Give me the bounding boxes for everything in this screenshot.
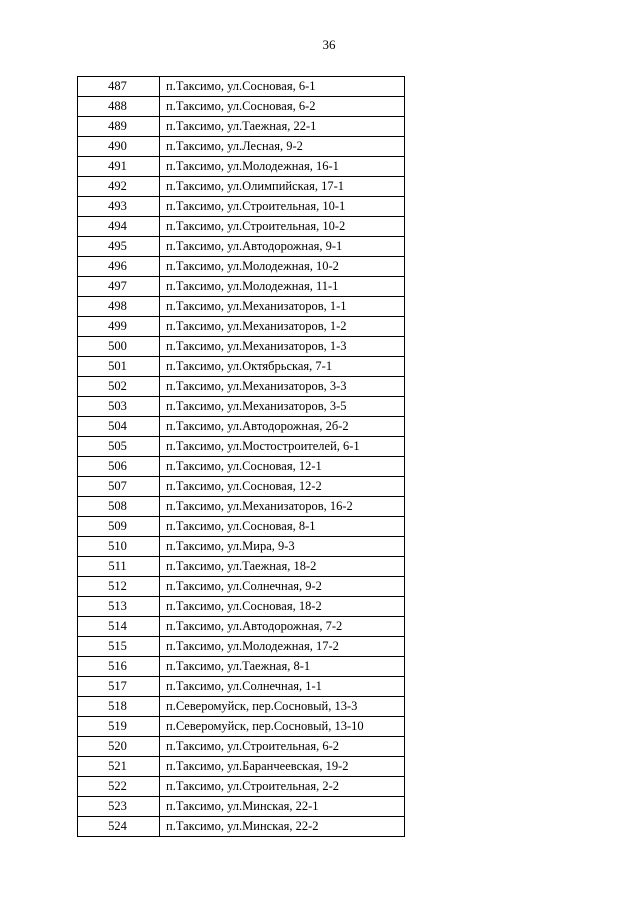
table-row [78,557,405,577]
table-row [78,417,405,437]
address-cell: п.Таксимо, ул.Механизаторов, 3-5 [160,397,405,417]
table-row [78,297,405,317]
address-cell: п.Таксимо, ул.Сосновая, 18-2 [160,597,405,617]
address-cell: п.Таксимо, ул.Автодорожная, 7-2 [160,617,405,637]
address-cell: п.Таксимо, ул.Механизаторов, 3-3 [160,377,405,397]
row-number-cell: 494 [78,217,160,237]
table-row [78,77,405,97]
table-row [78,737,405,757]
address-cell: п.Таксимо, ул.Сосновая, 6-2 [160,97,405,117]
address-cell: п.Таксимо, ул.Строительная, 2-2 [160,777,405,797]
row-number-cell: 495 [78,237,160,257]
page-number: 36 [322,37,336,52]
row-number-cell: 522 [78,777,160,797]
table-row [78,437,405,457]
row-number-cell: 511 [78,557,160,577]
row-number-cell: 506 [78,457,160,477]
table-row [78,637,405,657]
table-row [78,377,405,397]
row-number-cell: 514 [78,617,160,637]
table-row [78,537,405,557]
address-cell: п.Таксимо, ул.Механизаторов, 1-2 [160,317,405,337]
address-cell: п.Таксимо, ул.Автодорожная, 2б-2 [160,417,405,437]
table-row [78,677,405,697]
row-number-cell: 516 [78,657,160,677]
row-number-cell: 519 [78,717,160,737]
row-number-cell: 515 [78,637,160,657]
row-number-cell: 501 [78,357,160,377]
table-row [78,817,405,837]
row-number-cell: 499 [78,317,160,337]
table-row [78,717,405,737]
table-row [78,357,405,377]
table-row [78,397,405,417]
row-number-cell: 518 [78,697,160,717]
table-body [78,77,405,837]
table-row [78,217,405,237]
row-number-cell: 493 [78,197,160,217]
address-cell: п.Таксимо, ул.Лесная, 9-2 [160,137,405,157]
table-row [78,777,405,797]
address-cell: п.Таксимо, ул.Таежная, 8-1 [160,657,405,677]
row-number-cell: 508 [78,497,160,517]
address-cell: п.Таксимо, ул.Механизаторов, 1-3 [160,337,405,357]
table-row [78,757,405,777]
table-row [78,597,405,617]
row-number-cell: 517 [78,677,160,697]
table-row [78,697,405,717]
table-row [78,97,405,117]
table-row [78,117,405,137]
row-number-cell: 496 [78,257,160,277]
address-cell: п.Таксимо, ул.Минская, 22-1 [160,797,405,817]
address-cell: п.Таксимо, ул.Таежная, 18-2 [160,557,405,577]
address-cell: п.Таксимо, ул.Автодорожная, 9-1 [160,237,405,257]
address-cell: п.Таксимо, ул.Мира, 9-3 [160,537,405,557]
row-number-cell: 488 [78,97,160,117]
address-cell: п.Таксимо, ул.Строительная, 10-2 [160,217,405,237]
address-cell: п.Таксимо, ул.Сосновая, 12-1 [160,457,405,477]
table-row [78,797,405,817]
address-cell: п.Таксимо, ул.Молодежная, 16-1 [160,157,405,177]
row-number-cell: 521 [78,757,160,777]
row-number-cell: 509 [78,517,160,537]
row-number-cell: 504 [78,417,160,437]
row-number-cell: 505 [78,437,160,457]
row-number-cell: 489 [78,117,160,137]
address-cell: п.Таксимо, ул.Олимпийская, 17-1 [160,177,405,197]
address-cell: п.Северомуйск, пер.Сосновый, 13-10 [160,717,405,737]
row-number-cell: 512 [78,577,160,597]
address-cell: п.Таксимо, ул.Строительная, 10-1 [160,197,405,217]
address-cell: п.Таксимо, ул.Сосновая, 6-1 [160,77,405,97]
row-number-cell: 502 [78,377,160,397]
table-row [78,317,405,337]
address-cell: п.Таксимо, ул.Октябрьская, 7-1 [160,357,405,377]
address-cell: п.Таксимо, ул.Таежная, 22-1 [160,117,405,137]
address-cell: п.Северомуйск, пер.Сосновый, 13-3 [160,697,405,717]
row-number-cell: 513 [78,597,160,617]
row-number-cell: 491 [78,157,160,177]
row-number-cell: 523 [78,797,160,817]
table-row [78,257,405,277]
table-row [78,657,405,677]
address-cell: п.Таксимо, ул.Молодежная, 10-2 [160,257,405,277]
table-row [78,477,405,497]
table-row [78,277,405,297]
row-number-cell: 507 [78,477,160,497]
table-row [78,577,405,597]
address-cell: п.Таксимо, ул.Сосновая, 12-2 [160,477,405,497]
row-number-cell: 498 [78,297,160,317]
address-cell: п.Таксимо, ул.Мостостроителей, 6-1 [160,437,405,457]
row-number-cell: 492 [78,177,160,197]
table-row [78,237,405,257]
table-row [78,497,405,517]
row-number-cell: 487 [78,77,160,97]
table-row [78,157,405,177]
table-row [78,137,405,157]
address-cell: п.Таксимо, ул.Баранчеевская, 19-2 [160,757,405,777]
address-cell: п.Таксимо, ул.Сосновая, 8-1 [160,517,405,537]
address-cell: п.Таксимо, ул.Молодежная, 17-2 [160,637,405,657]
table-row [78,337,405,357]
table-row [78,617,405,637]
table-row [78,457,405,477]
table-row [78,177,405,197]
address-cell: п.Таксимо, ул.Механизаторов, 16-2 [160,497,405,517]
address-table [77,76,405,837]
address-cell: п.Таксимо, ул.Солнечная, 1-1 [160,677,405,697]
row-number-cell: 520 [78,737,160,757]
table-row [78,517,405,537]
row-number-cell: 524 [78,817,160,837]
row-number-cell: 500 [78,337,160,357]
address-cell: п.Таксимо, ул.Строительная, 6-2 [160,737,405,757]
table-row [78,197,405,217]
row-number-cell: 490 [78,137,160,157]
row-number-cell: 503 [78,397,160,417]
row-number-cell: 510 [78,537,160,557]
address-cell: п.Таксимо, ул.Минская, 22-2 [160,817,405,837]
row-number-cell: 497 [78,277,160,297]
address-cell: п.Таксимо, ул.Молодежная, 11-1 [160,277,405,297]
address-cell: п.Таксимо, ул.Солнечная, 9-2 [160,577,405,597]
address-cell: п.Таксимо, ул.Механизаторов, 1-1 [160,297,405,317]
